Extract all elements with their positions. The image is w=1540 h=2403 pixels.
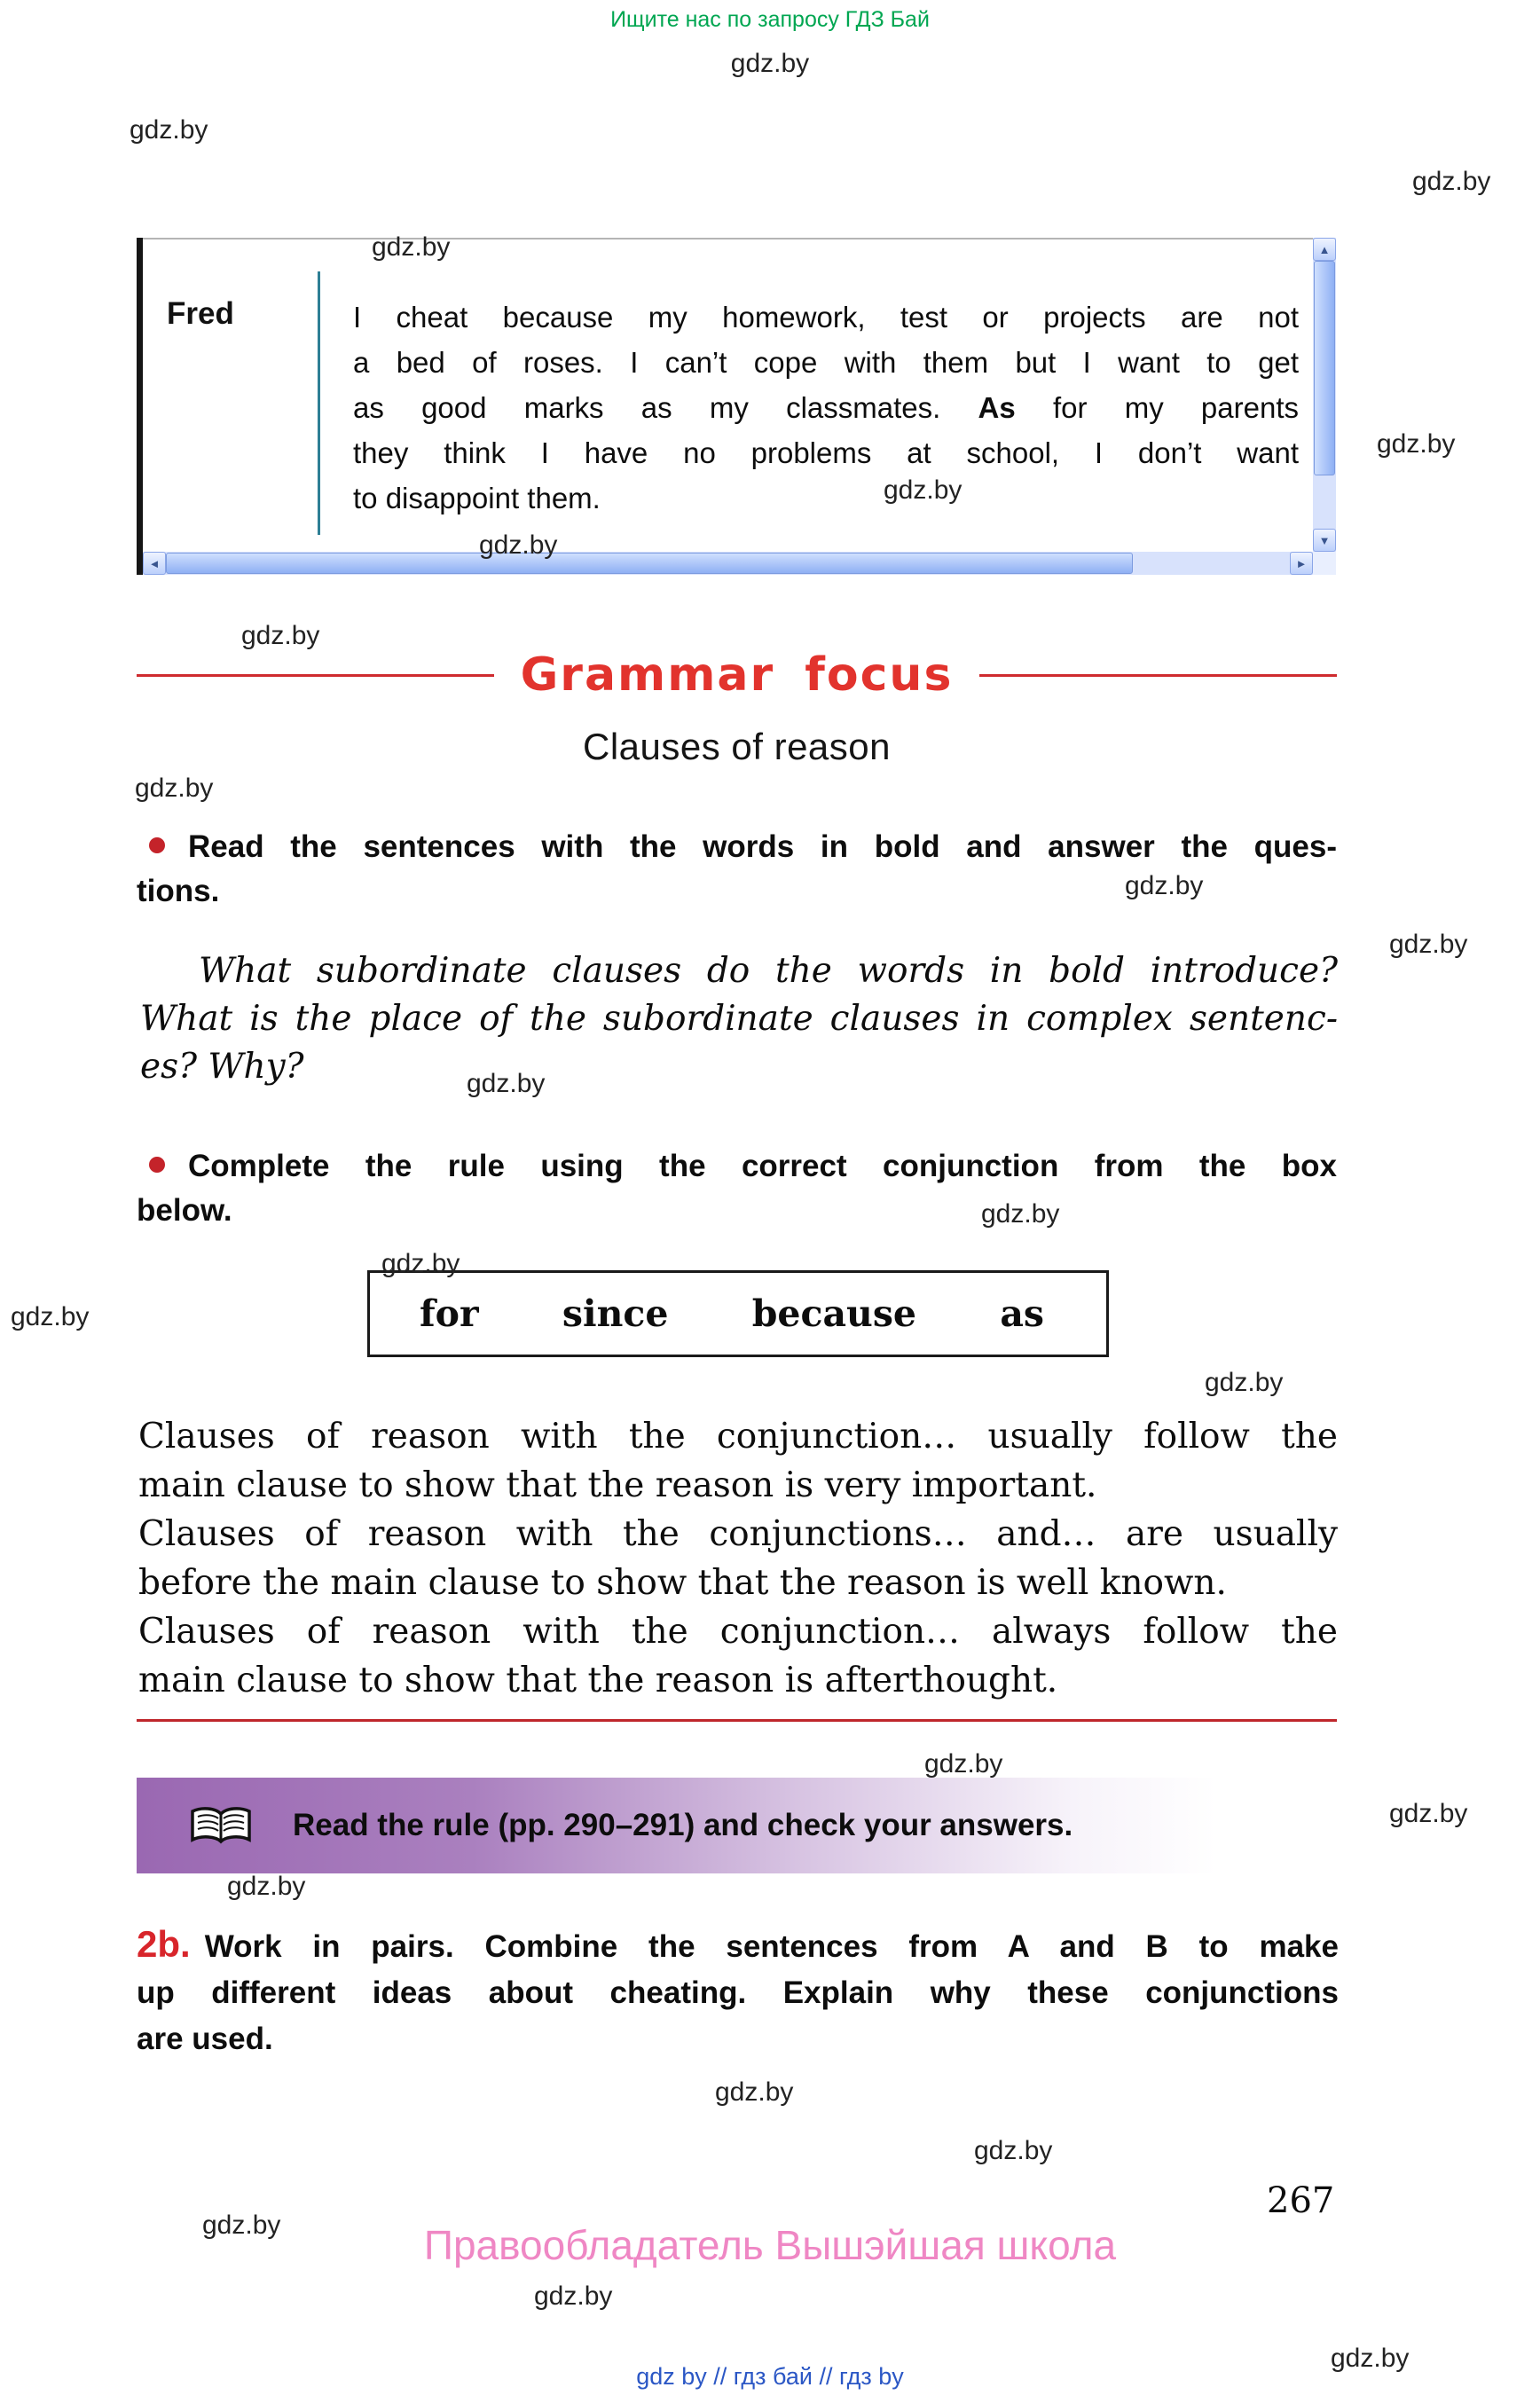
dialogue-line-text: for my parents — [1015, 391, 1299, 424]
horizontal-scroll-thumb[interactable] — [166, 553, 1133, 574]
conjunction-box — [367, 1270, 1109, 1357]
vertical-scroll-thumb[interactable] — [1314, 261, 1335, 475]
rule-text — [138, 1412, 1338, 1705]
read-rule-banner — [137, 1778, 1337, 1873]
exercise-line: are used. — [137, 2022, 273, 2056]
watermark: gdz.by — [202, 2211, 281, 2240]
question-line: What is the place of the subordinate clauses in complex sentenc- — [140, 999, 1338, 1039]
arrow-up-icon: ▲ — [1318, 242, 1331, 256]
conjunction-option: because — [751, 1292, 917, 1335]
conjunction-option: as — [1000, 1292, 1044, 1335]
rule-line: main clause to show that the reason is very important. — [138, 1465, 1097, 1505]
watermark: gdz.by — [241, 621, 320, 650]
watermark: gdz.by — [1205, 1368, 1284, 1397]
instruction-text: below. — [137, 1193, 232, 1228]
watermark: gdz.by — [730, 49, 810, 78]
question-line: What subordinate clauses do the words in bold introduce? — [199, 951, 1338, 991]
dialogue-line: they think I have no problems at school, I don’t want — [353, 436, 1299, 469]
grammar-focus-title: Grammar focus — [520, 648, 954, 702]
window-top-border — [143, 238, 1313, 240]
rule-line: Clauses of reason with the conjunction… usually follow the — [138, 1417, 1338, 1457]
conjunction-option: since — [562, 1292, 669, 1335]
watermark: gdz.by — [884, 475, 962, 505]
copyright-notice: Правообладатель Вышэйшая школа — [423, 2222, 1117, 2268]
rule-line: Clauses of reason with the conjunction… always follow the — [138, 1612, 1338, 1652]
watermark: gdz.by — [467, 1069, 546, 1098]
questions-text — [140, 947, 1338, 1091]
instruction-line — [137, 825, 1337, 869]
exercise-2b — [137, 1921, 1339, 2062]
vertical-scrollbar[interactable] — [1313, 238, 1336, 552]
heading-rule-right — [979, 674, 1337, 677]
horizontal-scroll-track[interactable] — [166, 552, 1290, 575]
instruction-text: Read the sentences with the words in bold and answer the ques- — [188, 829, 1337, 864]
watermark: gdz.by — [479, 530, 558, 560]
exercise-line — [137, 1921, 1339, 1970]
arrow-left-icon: ◄ — [148, 556, 161, 570]
dialogue-line: a bed of roses. I can’t cope with them but I want to get — [353, 346, 1299, 379]
dialogue-line: to disappoint them. — [353, 482, 601, 514]
scroll-right-button[interactable] — [1290, 552, 1313, 575]
bullet-icon — [149, 837, 165, 853]
watermark: gdz.by — [1412, 167, 1491, 196]
bold-conjunction: As — [978, 391, 1016, 424]
footer-links[interactable]: gdz by // гдз бай // гдз by — [636, 2363, 904, 2390]
instruction-bullet-2 — [137, 1144, 1337, 1233]
watermark: gdz.by — [381, 1249, 460, 1278]
read-rule-text: Read the rule (pp. 290–291) and check your answers. — [293, 1808, 1073, 1842]
arrow-right-icon: ► — [1295, 556, 1308, 570]
scrollbar-corner — [1313, 552, 1336, 575]
dialogue-line — [353, 385, 1299, 430]
watermark: gdz.by — [534, 2281, 613, 2311]
rule-line: main clause to show that the reason is afterthought. — [138, 1661, 1058, 1700]
watermark: gdz.by — [1389, 1799, 1468, 1828]
heading-rule-left — [137, 674, 494, 677]
speaker-name: Fred — [167, 296, 234, 331]
watermark: gdz.by — [715, 2077, 794, 2107]
watermark: gdz.by — [974, 2136, 1053, 2165]
rule-line: before the main clause to show that the reason is well known. — [138, 1563, 1227, 1603]
watermark: gdz.by — [981, 1199, 1060, 1229]
section-divider — [137, 1719, 1337, 1722]
exercise-text: Work in pairs. Combine the sentences from A and B to make — [204, 1929, 1339, 1964]
dialogue-line-text: as good marks as my classmates. — [353, 391, 978, 424]
horizontal-scrollbar[interactable] — [143, 552, 1313, 575]
watermark: gdz.by — [130, 115, 208, 145]
instruction-text: tions. — [137, 874, 220, 908]
dialogue-line: I cheat because my homework, test or projects are not — [353, 301, 1299, 334]
watermark: gdz.by — [1331, 2344, 1410, 2373]
watermark: gdz.by — [924, 1749, 1003, 1779]
watermark: gdz.by — [372, 232, 451, 262]
instruction-text: Complete the rule using the correct conjunction from the box — [188, 1149, 1337, 1183]
exercise-number: 2b. — [137, 1923, 191, 1965]
window-left-border — [137, 238, 143, 575]
scroll-up-button[interactable] — [1313, 238, 1336, 261]
speaker-divider — [318, 271, 320, 535]
scroll-left-button[interactable] — [143, 552, 166, 575]
grammar-focus-heading — [137, 644, 1337, 706]
watermark: gdz.by — [1389, 930, 1468, 959]
scroll-down-button[interactable] — [1313, 529, 1336, 552]
page-number: 267 — [1267, 2180, 1335, 2221]
open-book-icon — [188, 1804, 254, 1847]
dialogue-window — [137, 238, 1336, 575]
watermark: gdz.by — [227, 1872, 306, 1901]
instruction-line — [137, 1144, 1337, 1189]
arrow-down-icon: ▼ — [1318, 533, 1331, 547]
section-subtitle: Clauses of reason — [582, 726, 892, 767]
question-line: es? Why? — [140, 1047, 304, 1087]
exercise-line: up different ideas about cheating. Explain why these conjunctions — [137, 1975, 1339, 2010]
watermark: gdz.by — [1125, 871, 1204, 900]
vertical-scroll-track[interactable] — [1313, 261, 1336, 529]
bullet-icon — [149, 1157, 165, 1173]
conjunction-option: for — [420, 1292, 479, 1335]
top-banner-text: Ищите нас по запросу ГДЗ Бай — [610, 7, 930, 32]
watermark: gdz.by — [11, 1302, 90, 1331]
watermark: gdz.by — [135, 774, 214, 803]
watermark: gdz.by — [1377, 429, 1456, 459]
dialogue-text — [353, 294, 1299, 521]
rule-line: Clauses of reason with the conjunctions… and… are usually — [138, 1514, 1338, 1554]
